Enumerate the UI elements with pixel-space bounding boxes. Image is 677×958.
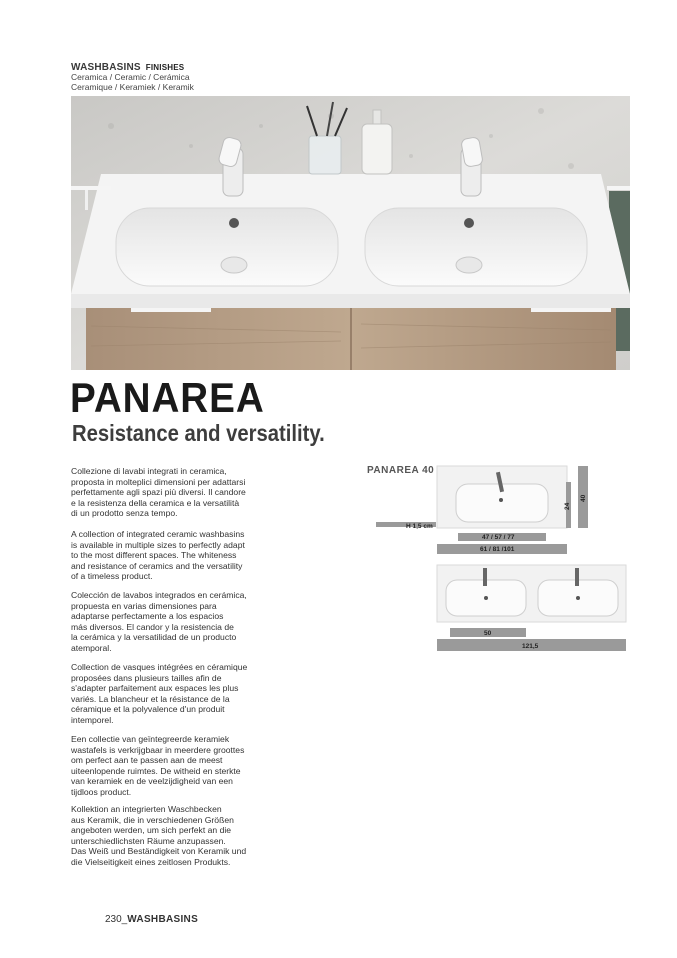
description-french xyxy=(71,662,271,726)
section-finishes: FINISHES xyxy=(145,63,185,72)
description-german xyxy=(71,804,271,868)
description-line: intemporel. xyxy=(71,714,114,725)
footer-section: WASHBASINS xyxy=(127,914,199,925)
description-line: más diversos. El candor y la resistencia de xyxy=(71,621,234,632)
description-line: Collezione di lavabi integrati in ceramica, xyxy=(71,466,227,476)
description-line: om perfect aan te passen aan de meest xyxy=(71,755,223,766)
product-title: PANAREA xyxy=(70,374,265,421)
description-spanish xyxy=(71,590,271,654)
description-line: variés. La blancheur et la résistance de la xyxy=(71,693,230,704)
description-line: adaptarse perfectamente a los espacios xyxy=(71,611,224,622)
double-total-label: 121,5 xyxy=(522,643,539,650)
description-line: céramique et la polyvalence d'un produit xyxy=(71,704,225,715)
description-line: la cerámica y la versatilidad de un producto xyxy=(71,632,237,643)
description-line: wastafels is verkrijgbaar in meerdere groottes xyxy=(71,744,245,755)
description-line: is available in multiple sizes to perfectly adapt xyxy=(71,539,245,550)
description-line: unterschiedlichsten Räume anzupassen. xyxy=(71,835,226,846)
description-line: of a timeless product. xyxy=(71,571,153,582)
description-line: van keramiek en de veelzijdigheid van een xyxy=(71,776,233,787)
description-line: perfettamente agli spazi più diversi. Il candore xyxy=(71,487,246,498)
description-line: to the most different spaces. The whiteness xyxy=(71,550,237,561)
height-label: H 1,5 cm xyxy=(406,523,433,530)
description-line: Das Weiß und Beständigkeit von Keramik und xyxy=(71,846,247,857)
section-category: WASHBASINS xyxy=(71,62,141,73)
description-line: e la resistenza della ceramica e la versatilità xyxy=(71,497,240,508)
description-line: die Vielseitigkeit eines zeitlosen Produkts. xyxy=(71,856,231,867)
description-line: A collection of integrated ceramic washbasins xyxy=(71,529,245,539)
description-line: proposta in molteplici dimensioni per adattarsi xyxy=(71,476,246,487)
description-line: aus Keramik, die in verschiedenen Größen xyxy=(71,814,234,825)
description-line: uiteenlopende ruimtes. De witheid en sterkte xyxy=(71,765,241,776)
description-line: propuesta en varias dimensiones para xyxy=(71,600,217,611)
description-line: atemporal. xyxy=(71,642,112,653)
description-dutch xyxy=(71,734,271,798)
description-line: tijdloos product. xyxy=(71,786,132,797)
description-line: Collection de vasques intégrées en céramique xyxy=(71,662,248,672)
depth-inner-label: 24 xyxy=(564,502,571,510)
page-footer xyxy=(105,914,198,925)
description-line: and resistance of ceramics and the versatility xyxy=(71,560,243,571)
description-line: di un prodotto senza tempo. xyxy=(71,508,178,519)
page-number: 230_ xyxy=(105,914,128,925)
depth-outer-label: 40 xyxy=(580,494,587,502)
description-line: s'adapter parfaitement aux espaces les plus xyxy=(71,683,239,694)
width-outer-label: 61 / 81 /101 xyxy=(480,546,515,553)
description-italian xyxy=(71,466,271,519)
description-line: angeboten werden, um sich perfekt an die xyxy=(71,825,232,836)
product-photo xyxy=(71,96,630,370)
description-line: Een collectie van geïntegreerde keramiek xyxy=(71,734,230,744)
materials-line-2: Ceramique / Keramiek / Keramik xyxy=(71,82,194,92)
description-line: Colección de lavabos integrados en cerámica, xyxy=(71,590,247,600)
product-tagline: Resistance and versatility. xyxy=(72,420,325,446)
width-inner-label: 47 / 57 / 77 xyxy=(482,534,515,541)
description-line: proposées dans plusieurs tailles afin de xyxy=(71,672,222,683)
description-english xyxy=(71,529,271,582)
materials-line-1: Ceramica / Ceramic / Cerámica xyxy=(71,72,190,82)
technical-drawing xyxy=(370,462,635,657)
model-label: PANAREA 40 xyxy=(367,465,435,476)
washbasin-illustration xyxy=(71,96,630,370)
description-line: Kollektion an integrierten Waschbecken xyxy=(71,804,222,814)
double-basin-label: 50 xyxy=(484,630,492,637)
